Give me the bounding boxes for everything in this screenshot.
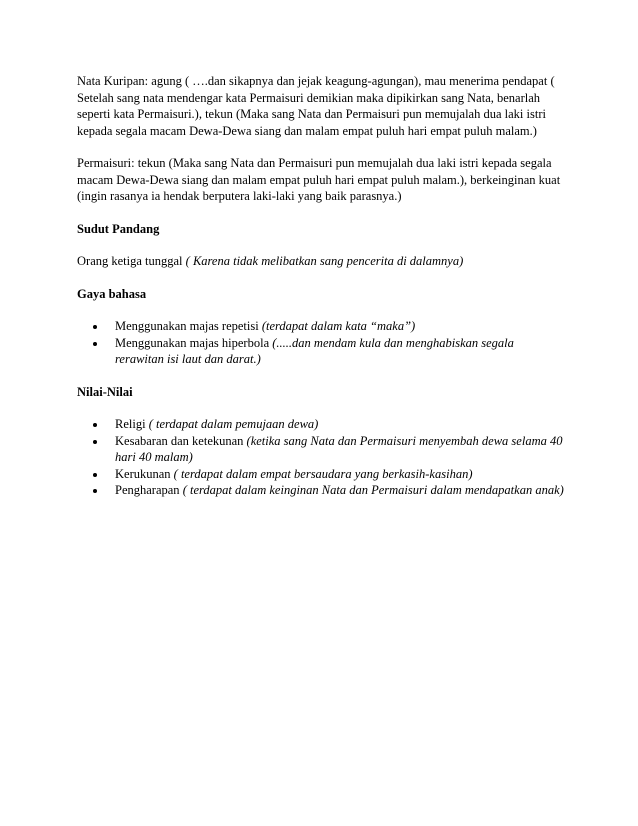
- list-item: [77, 433, 577, 466]
- list-item: [77, 482, 577, 499]
- bullet-icon: [93, 342, 97, 346]
- list-item-text: Pengharapan: [115, 483, 183, 497]
- list-item-note: ( terdapat dalam keinginan Nata dan Permaisuri dalam mendapatkan anak): [182, 483, 564, 497]
- list-item-note: (terdapat dalam kata “maka”): [261, 319, 416, 333]
- heading-nilai-nilai: Nilai-Nilai: [77, 384, 133, 399]
- list-item: [77, 466, 577, 483]
- paragraph-line: seperti kata Permaisuri.), tekun (Maka sang Nata dan Permaisuri pun memujalah dua laki istri: [77, 107, 546, 121]
- list-item-note: ( terdapat dalam empat bersaudara yang berkasih-kasihan): [173, 466, 473, 481]
- list-item-text: Kerukunan: [115, 466, 174, 481]
- paragraph-line: Setelah sang nata mendengar kata Permaisuri demikian maka dipikirkan sang Nata, benarlah: [77, 90, 541, 105]
- bullet-icon: [93, 489, 97, 493]
- nilai-nilai-list: [77, 416, 577, 499]
- paragraph-line: macam Dewa-Dewa siang dan malam empat puluh hari empat puluh malam.), berkeinginan kuat: [77, 172, 561, 187]
- list-item-note: (ketika sang Nata dan Permaisuri menyembah dewa selama 40: [246, 433, 563, 448]
- bullet-icon: [93, 325, 97, 329]
- paragraph-permaisuri: [77, 155, 577, 205]
- bullet-icon: [93, 440, 97, 444]
- bullet-icon: [93, 473, 97, 477]
- paragraph-line: kepada segala macam Dewa-Dewa siang dan malam empat puluh hari empat puluh malam.): [77, 123, 537, 138]
- list-item: [77, 335, 577, 368]
- list-item-text: Menggunakan majas hiperbola: [115, 335, 273, 350]
- paragraph-nata-kuripan: [77, 73, 577, 139]
- list-item-note: (.....dan mendam kula dan menghabiskan segala: [272, 335, 514, 350]
- list-item-text: Religi: [115, 417, 149, 431]
- list-item-text: Menggunakan majas repetisi: [115, 319, 262, 333]
- paragraph-line: Permaisuri: tekun (Maka sang Nata dan Permaisuri pun memujalah dua laki istri kepada segala: [77, 156, 552, 170]
- document-page: [77, 73, 577, 515]
- list-item-note-continued: rerawitan isi laut dan darat.): [115, 352, 261, 366]
- heading-gaya-bahasa: Gaya bahasa: [77, 286, 147, 301]
- sudut-pandang-text: [77, 253, 577, 270]
- list-item: [77, 318, 577, 335]
- list-item-note: ( terdapat dalam pemujaan dewa): [148, 417, 319, 431]
- paragraph-line: (ingin rasanya ia hendak berputera laki-laki yang baik parasnya.): [77, 189, 402, 203]
- list-item-text: Kesabaran dan ketekunan: [115, 433, 247, 448]
- sudut-pandang-note: ( Karena tidak melibatkan sang pencerita di dalamnya): [185, 254, 464, 268]
- list-item-note-continued: hari 40 malam): [115, 450, 193, 464]
- paragraph-line: Nata Kuripan: agung ( ….dan sikapnya dan jejak keagung-agungan), mau menerima pendapat (: [77, 74, 555, 88]
- gaya-bahasa-list: [77, 318, 577, 368]
- heading-sudut-pandang: Sudut Pandang: [77, 221, 160, 236]
- bullet-icon: [93, 423, 97, 427]
- sudut-pandang-value: Orang ketiga tunggal: [77, 254, 186, 268]
- list-item: [77, 416, 577, 433]
